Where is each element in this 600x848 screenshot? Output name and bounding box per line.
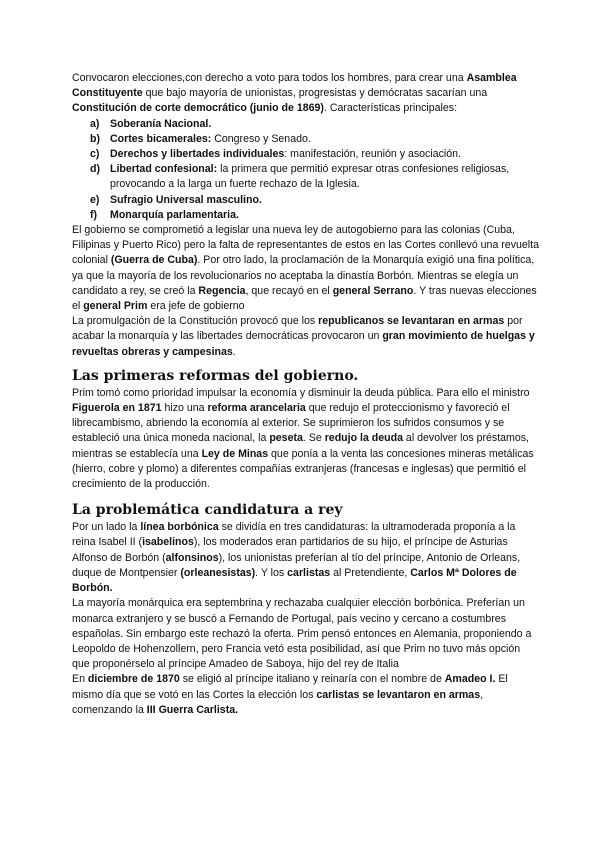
text-run: . Y los [255, 566, 288, 579]
text-run: se eligió al príncipe italiano y reinaría con el nombre de [179, 673, 445, 686]
text-run: El gobierno se comprometió a legislar una nueva ley de autogobierno para las colonias (Cuba, Filipinas y Puerto Rico) pero la falta de representantes de estos en las Cortes conllevó una revuelta colonial [72, 224, 539, 267]
bold-text: reforma arancelaria [207, 402, 306, 415]
bold-text: isabelinos [142, 536, 194, 549]
text-run: El mismo día que se votó en las Cortes la elección los [72, 673, 508, 701]
text-run: era jefe de gobierno [147, 300, 245, 313]
colonies-paragraph [72, 223, 540, 314]
text-run: que bajo mayoría de unionistas, progresistas y demócratas sacarían una [142, 87, 488, 100]
bold-text: republicanos se levantaran en armas [318, 315, 505, 328]
text-run: La mayoría monárquica era septembrina y rechazaba cualquier elección borbónica. Preferían un monarca extranjero y se buscó a Fernando de Portugal, país vecino y cercano a costumbres españolas. Sin embargo este rechazó la oferta. Prim pensó entonces en Alemania, proponiendo a Leopoldo de Hohenzollern, pero Francia vetó esta posibilidad, así que Prim no tuvo más opción que proponérselo al príncipe Amadeo de Saboya, hijo del rey de Italia [72, 597, 532, 671]
bold-text: Asamblea Constituyente [72, 72, 517, 100]
bold-text: (Guerra de Cuba) [110, 254, 198, 267]
bold-text: Constitución de corte democrático (junio de 1869) [72, 102, 324, 115]
feature-label: d) [90, 163, 100, 176]
bold-text: carlistas se levantaron en armas [316, 688, 481, 701]
text-run: la primera que permitió expresar otras confesiones religiosas, provocando a la larga un fuerte rechazo de la Iglesia. [110, 163, 510, 191]
feature-item [90, 117, 540, 132]
bold-text: Libertad confesional: [110, 163, 218, 176]
bold-text: (orleanesistas) [180, 566, 256, 579]
bold-text: Derechos y libertades individuales [110, 148, 285, 161]
feature-label: b) [90, 132, 100, 145]
text-run: que ponía a la venta las concesiones mineras metálicas (hierro, cobre y plomo) a diferentes compañías extranjeras (francesas e inglesas) que permitió el crecimiento de la producción. [72, 447, 534, 491]
bold-text: Sufragio Universal masculino. [110, 193, 262, 206]
bold-text: carlistas [287, 566, 331, 579]
feature-label: f) [90, 208, 98, 221]
text-run: ), los unionistas preferían al tío del príncipe, Antonio de Orleans, duque de Montpensier [72, 551, 521, 579]
feature-item [90, 147, 540, 162]
text-run: . [232, 345, 236, 358]
feature-label: e) [90, 193, 100, 206]
bold-text: diciembre de 1870 [87, 673, 180, 686]
features-list [72, 117, 540, 223]
feature-text [110, 162, 540, 192]
bold-text: III Guerra Carlista. [146, 703, 239, 716]
text-run: Prim tomó como prioridad impulsar la economía y disminuir la deuda pública. Para ello el ministro [72, 386, 530, 399]
candidacy-heading: La problemática candidatura a rey [72, 502, 343, 519]
feature-text [110, 147, 540, 162]
text-run: hizo una [161, 402, 208, 415]
choice-paragraph [72, 596, 540, 672]
text-run: , comenzando la [72, 688, 484, 716]
bold-text: Soberanía Nacional. [110, 117, 212, 130]
amadeo-paragraph [72, 672, 540, 718]
text-run: Por un lado la [72, 521, 141, 534]
reforms-paragraph [72, 386, 540, 492]
text-run: : manifestación, reunión y asociación. [284, 148, 461, 161]
bold-text: Carlos Mª Dolores de Borbón. [72, 566, 517, 595]
bold-text: Ley de Minas [201, 447, 269, 460]
republicans-paragraph [72, 314, 540, 360]
feature-item [90, 208, 540, 223]
bold-text: general Prim [83, 300, 148, 313]
text-run: Convocaron elecciones,con derecho a voto para todos los hombres, para crear una [72, 72, 467, 84]
text-run: En [72, 673, 88, 686]
feature-label: a) [90, 117, 100, 130]
feature-item [90, 162, 540, 192]
bold-text: Amadeo I. [444, 673, 496, 686]
bold-text: gran movimiento de huelgas y revueltas obreras y campesinas [72, 330, 535, 358]
feature-text [110, 193, 540, 208]
feature-label: c) [90, 148, 100, 161]
text-run: . Características principales: [323, 102, 458, 115]
bold-text: Regencia [198, 284, 246, 297]
text-run: ), los moderados eran partidarios de su hijo, el príncipe de Asturias Alfonso de Borbón ( [72, 536, 508, 564]
bold-text: redujo la deuda [324, 432, 403, 445]
candidacy-paragraph [72, 520, 540, 596]
bold-text: general Serrano [332, 284, 414, 297]
feature-item [90, 193, 540, 208]
bold-text: Cortes bicamerales: [110, 132, 212, 145]
bold-text: Figuerola en 1871 [72, 402, 162, 415]
text-run: al devolver los préstamos, mientras se establecía una [72, 432, 529, 460]
text-run: Congreso y Senado. [211, 132, 311, 145]
text-run: . Se [302, 432, 325, 445]
bold-text: alfonsinos [165, 551, 219, 564]
text-run: La promulgación de la Constitución provocó que los [72, 315, 319, 328]
text-run: . Y tras nuevas elecciones el [72, 284, 537, 313]
bold-text: peseta [269, 432, 303, 445]
text-run: . Por otro lado, la proclamación de la Monarquía exigió una fina política, ya que la mayoría de los revolucionarios no aceptaba la dinastía Borbón. Mientras se elegía un candidato a rey, se creó la [72, 254, 535, 297]
text-run: se dividía en tres candidaturas: la ultramoderada proponía a la reina Isabel II ( [72, 521, 516, 549]
feature-text [110, 208, 540, 223]
text-run: , que recayó en el [245, 284, 333, 297]
intro-paragraph [72, 71, 540, 117]
feature-text [110, 117, 540, 132]
bold-text: línea borbónica [140, 521, 219, 534]
bold-text: Monarquía parlamentaria. [110, 208, 239, 221]
text-run: que redujo el proteccionismo y favoreció el librecambismo, abriendo la economía al exterior. Se suprimieron los sufridos consumos y se estableció una única moneda nacional, la [72, 402, 510, 445]
text-run: por acabar la monarquía y las libertades democráticas provocaron un [72, 315, 523, 343]
feature-item [90, 132, 540, 147]
text-run: al Pretendiente, [330, 566, 411, 579]
feature-text [110, 132, 540, 147]
reforms-heading: Las primeras reformas del gobierno. [72, 367, 359, 384]
